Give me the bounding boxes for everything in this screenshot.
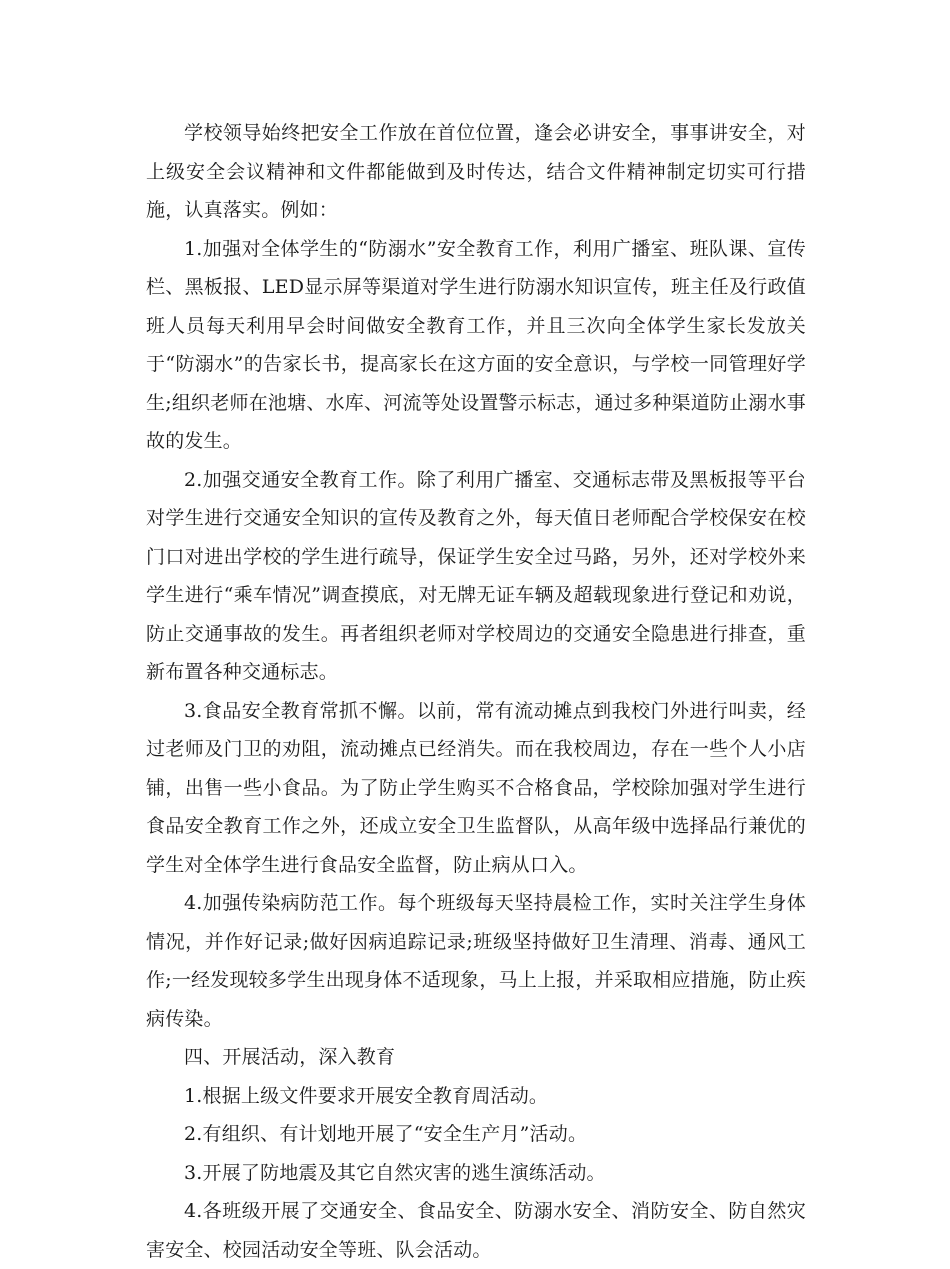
section-heading-activities: 四、开展活动，深入教育 — [184, 1046, 396, 1068]
list-item-production-month: 2.有组织、有计划地开展了“安全生产月”活动。 — [184, 1123, 588, 1145]
paragraph-disease-prevention: 4.加强传染病防范工作。每个班级每天坚持晨检工作，实时关注学生身体情况，并作好记录;做好因病追踪记录;班级坚持做好卫生清理、消毒、通风工作;一经发现较多学生出现身体不适现象，马上上报，并采取相应措施，防止疾病传染。 — [146, 892, 806, 1030]
list-item-class-meetings: 4.各班级开展了交通安全、食品安全、防溺水安全、消防安全、防自然灾害安全、校园活动安全等班、队会活动。 — [146, 1200, 806, 1261]
paragraph-safety-priority: 学校领导始终把安全工作放在首位位置，逢会必讲安全，事事讲安全，对上级安全会议精神和文件都能做到及时传达，结合文件精神制定切实可行措施，认真落实。例如： — [146, 122, 806, 221]
paragraph-drowning-prevention: 1.加强对全体学生的“防溺水”安全教育工作，利用广播室、班队课、宣传栏、黑板报、LED显示屏等渠道对学生进行防溺水知识宣传，班主任及行政值班人员每天利用早会时间做安全教育工作，并且三次向全体学生家长发放关于“防溺水”的告家长书，提高家长在这方面的安全意识，与学校一同管理好学生;组织老师在池塘、水库、河流等处设置警示标志，通过多种渠道防止溺水事故的发生。 — [146, 237, 806, 452]
paragraph-traffic-safety: 2.加强交通安全教育工作。除了利用广播室、交通标志带及黑板报等平台对学生进行交通安全知识的宣传及教育之外，每天值日老师配合学校保安在校门口对进出学校的学生进行疏导，保证学生安全过马路，另外，还对学校外来学生进行“乘车情况”调查摸底，对无牌无证车辆及超载现象进行登记和劝说，防止交通事故的发生。再者组织老师对学校周边的交通安全隐患进行排查，重新布置各种交通标志。 — [146, 468, 806, 683]
list-item-evacuation-drill: 3.开展了防地震及其它自然灾害的逃生演练活动。 — [184, 1161, 606, 1184]
list-item-safety-week: 1.根据上级文件要求开展安全教育周活动。 — [184, 1084, 549, 1107]
paragraph-food-safety: 3.食品安全教育常抓不懈。以前，常有流动摊点到我校门外进行叫卖，经过老师及门卫的劝阻，流动摊点已经消失。而在我校周边，存在一些个人小店铺，出售一些小食品。为了防止学生购买不合格食品，学校除加强对学生进行食品安全教育工作之外，还成立安全卫生监督队，从高年级中选择品行兼优的学生对全体学生进行食品安全监督，防止病从口入。 — [146, 699, 806, 876]
document-body — [146, 114, 806, 1269]
